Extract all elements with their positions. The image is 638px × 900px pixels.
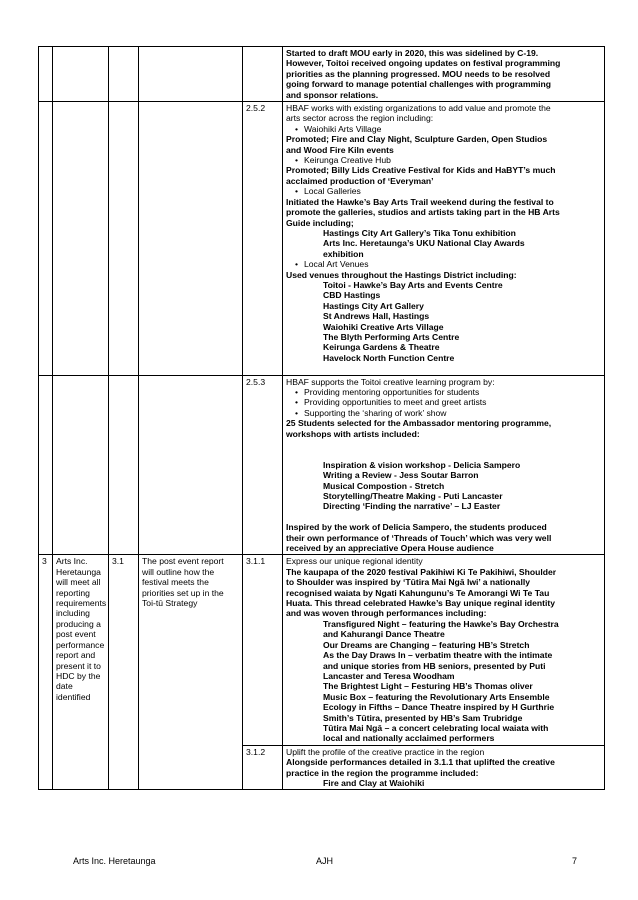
section-number: 3 <box>39 555 53 790</box>
venue-item: St Andrews Hall, Hastings <box>323 311 430 322</box>
item-number: 2.5.3 <box>243 375 283 555</box>
item-number: 2.5.2 <box>243 102 283 376</box>
venue-item: Waiohiki Creative Arts Village <box>323 321 444 332</box>
table-row <box>39 102 605 376</box>
performance-item: and Kahurangi Dance Theatre <box>323 629 445 640</box>
venue-item: CBD Hastings <box>323 290 381 301</box>
footer-initials: AJH <box>316 856 334 866</box>
list-item: • Supporting the ‘sharing of work’ show <box>286 408 601 418</box>
workshop-item: Writing a Review - Jess Soutar Barron <box>323 470 479 481</box>
workshop-item: Directing ‘Finding the narrative’ – LJ Easter <box>323 501 501 512</box>
sub-number: 3.1 <box>109 555 139 790</box>
col-description <box>139 47 243 102</box>
performance-item: The Brightest Light – Festuring HB’s Thomas oliver <box>323 681 533 692</box>
item-number: 3.1.1 <box>243 555 283 745</box>
performance-item: Transfigured Night – featuring the Hawke’s Bay Orchestra <box>323 618 559 629</box>
table-row <box>39 555 605 745</box>
performance-item: and unique stories from HB seniors, presented by Puti <box>323 660 546 671</box>
performance-item: local and nationally acclaimed performers <box>323 733 495 744</box>
item-3-1-1-content: Express our unique regional identity The kaupapa of the 2020 festival Pakihiwi Ki Te Pakihiwi, Shoulder to Shoulder was inspired by ‘Tūtira Mai Ngā Iwi’ a nationally recognised waiata by Ngati Kahungunu’s Te Amorangi Wi Te Tau Huata. This thread celebrated Hawke’s Bay unique reginal identity and was woven through performances including: Transfigured Night – featuring the Hawke’s Bay Orchestra and Kahurangi Dance Theatre Our Dreams are Changing – featuring HB’s Stretch As the Day Draws In – verbatim theatre with the intimate and unique stories from HB seniors, presented by Puti Lancaster and Teresa Woodham The Brightest Light – Festuring HB’s Thomas oliver Music Box – featuring the Revolutionary Arts Ensemble Ecology in Fifths – Dance Theatre inspired by H Gurthrie Smith’s Tūtira, presented by HB’s Sam Trubridge Tūtira Mai Ngā – a concert celebrating local waiata with local and nationally acclaimed performers <box>283 555 605 745</box>
list-item: • Waiohiki Arts Village <box>286 124 601 134</box>
item-3-1-2-content: Uplift the profile of the creative practice in the region Alongside performances detailed in 3.1.1 that uplifted the creative practice in the region the programme included: Fire and Clay at Waiohiki <box>283 745 605 790</box>
report-table <box>38 46 605 790</box>
list-item: • Providing opportunities to meet and greet artists <box>286 397 601 407</box>
col-number <box>39 47 53 102</box>
col-item-number <box>243 47 283 102</box>
page-number: 7 <box>572 856 578 866</box>
performance-item: As the Day Draws In – verbatim theatre with the intimate <box>323 650 553 661</box>
workshop-item: Inspiration & vision workshop - Delicia Sampero <box>323 459 521 470</box>
table-row <box>39 375 605 555</box>
workshop-item: Storytelling/Theatre Making - Puti Lancaster <box>323 491 503 502</box>
performance-item: Our Dreams are Changing – featuring HB’s Stretch <box>323 639 530 650</box>
report-description: The post event report will outline how the festival meets the priorities set up in the Toi-tū Strategy <box>139 555 243 790</box>
list-item: • Providing mentoring opportunities for students <box>286 387 601 397</box>
list-item: • Local Galleries <box>286 186 601 196</box>
venue-item: The Blyth Performing Arts Centre <box>323 331 460 342</box>
footer-organisation: Arts Inc. Heretaunga <box>73 856 156 866</box>
performance-item: Tūtira Mai Ngā – a concert celebrating local waiata with <box>323 722 549 733</box>
performance-item: Lancaster and Teresa Woodham <box>323 670 455 681</box>
workshop-item: Musical Compostion - Stretch <box>323 480 445 491</box>
organisation-commitment: Arts Inc. Heretaunga will meet all reporting requirements including producing a post event performance report and present it to HDC by the date identified <box>53 555 109 790</box>
performance-item: Smith’s Tūtira, presented by HB’s Sam Trubridge <box>323 712 523 723</box>
venue-item: Keirunga Gardens & Theatre <box>323 342 440 353</box>
performance-item: Music Box – featuring the Revolutionary Arts Ensemble <box>323 691 550 702</box>
list-item: • Keirunga Creative Hub <box>286 155 601 165</box>
venue-item: Havelock North Function Centre <box>323 352 455 363</box>
table-row <box>39 47 605 102</box>
item-number: 3.1.2 <box>243 745 283 790</box>
mou-status-text: Started to draft MOU early in 2020, this was sidelined by C-19. However, Toitoi received ongoing updates on festival programming priorities as the planning progressed. MOU needs to be resolved going forward to manage potential challenges with programming and sponsor relations. <box>283 47 605 102</box>
venue-item: Toitoi - Hawke’s Bay Arts and Events Centre <box>323 279 503 290</box>
col-sub-number <box>109 47 139 102</box>
performance-item: Ecology in Fifths – Dance Theatre inspired by H Gurthrie <box>323 702 555 713</box>
venue-item: Hastings City Art Gallery <box>323 300 424 311</box>
item-2-5-3-content: HBAF supports the Toitoi creative learning program by: • Providing mentoring opportunities for students • Providing opportunities to meet and greet artists • Supporting the ‘sharing of work’ show 25 Students selected for the Ambassador mentoring programme, workshops with artists included: Inspiration & vision workshop - Delicia Sampero Writing a Review - Jess Soutar Barron Musical Compostion - Stretch Storytelling/Theatre Making - Puti Lancaster Directing ‘Finding the narrative’ – LJ Easter Inspired by the work of Delicia Sampero, the students produced their own performance of ‘Threads of Touch’ which was very well received by an appreciative Opera House audience <box>283 375 605 555</box>
list-item: • Local Art Venues <box>286 259 601 269</box>
item-2-5-2-content: HBAF works with existing organizations to add value and promote the arts sector across the region including: • Waiohiki Arts Village Promoted; Fire and Clay Night, Sculpture Garden, Open Studios and Wood Fire Kiln events • Keirunga Creative Hub Promoted; Billy Lids Creative Festival for Kids and HaBYT’s much acclaimed production of ‘Everyman’ • Local Galleries Initiated the Hawke’s Bay Arts Trail weekend during the festival to promote the galleries, studios and artists taking part in the HB Arts Guide including; Hastings City Art Gallery’s Tika Tonu exhibition Arts Inc. Heretaunga’s UKU National Clay Awards exhibition • Local Art Venues Used venues throughout the Hastings District including: Toitoi - Hawke’s Bay Arts and Events Centre CBD Hastings Hastings City Art Gallery St Andrews Hall, Hastings Waiohiki Creative Arts Village The Blyth Performing Arts Centre Keirunga Gardens & Theatre Havelock North Function Centre <box>283 102 605 376</box>
col-organisation <box>53 47 109 102</box>
